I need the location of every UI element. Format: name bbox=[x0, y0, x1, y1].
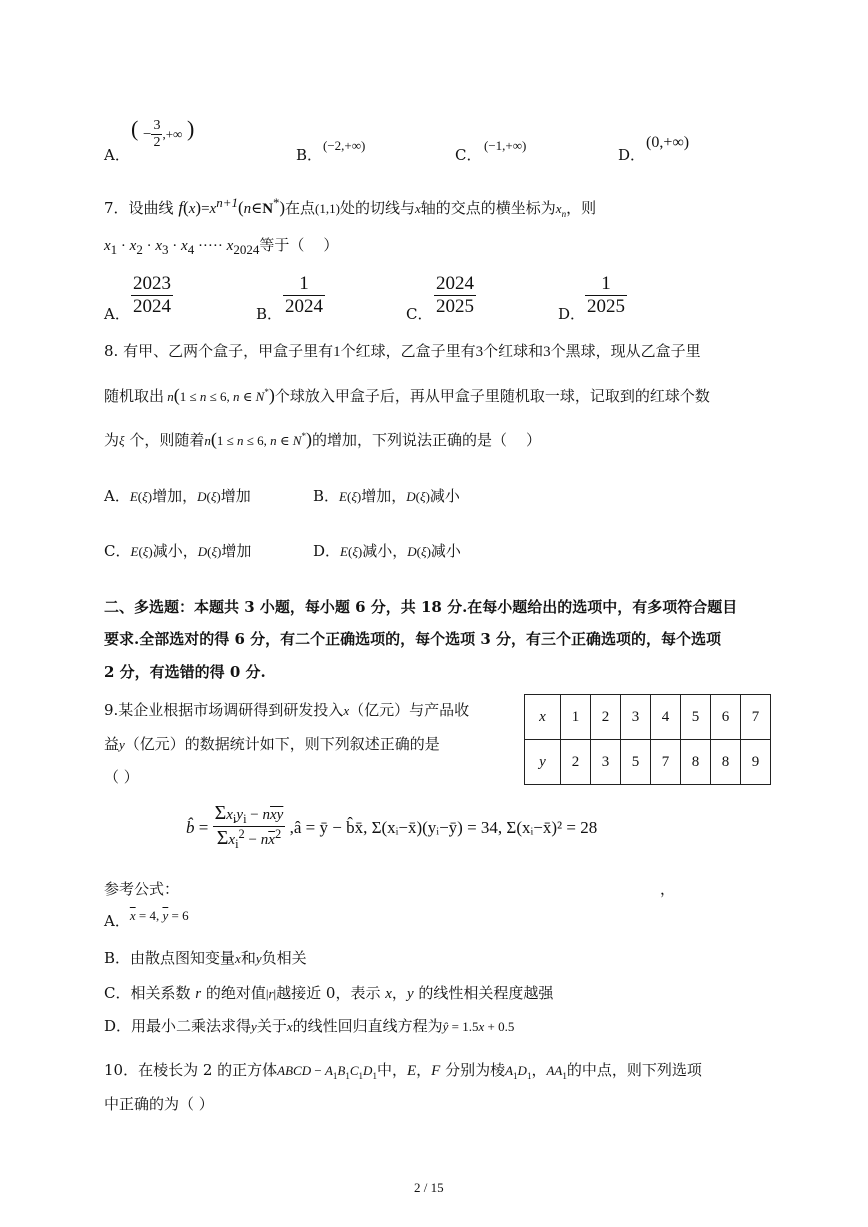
q6-option-a bbox=[104, 116, 195, 165]
q6-option-c bbox=[455, 144, 481, 165]
q8-option-d: D．E(ξ)减小，D(ξ)减小 bbox=[313, 542, 461, 560]
denominator: 2024 bbox=[285, 295, 323, 317]
numerator: 2024 bbox=[436, 273, 474, 294]
q9-line1: 9.某企业根据市场调研得到研发投入x（亿元）与产品收 bbox=[104, 701, 470, 719]
q8-option-b: B．E(ξ)增加，D(ξ)减小 bbox=[313, 487, 460, 505]
q7-option-c-fraction bbox=[434, 273, 476, 318]
option-label: C． bbox=[455, 146, 482, 164]
q9-option-b: B．由散点图知变量x和y负相关 bbox=[104, 949, 307, 967]
table-cell: 3 bbox=[591, 740, 621, 785]
table-cell: 7 bbox=[651, 740, 681, 785]
q8-line1: 8. 有甲、乙两个盒子，甲盒子里有1个红球，乙盒子里有3个红球和3个黑球，现从乙盒子里 bbox=[104, 342, 701, 360]
table-row-y bbox=[525, 740, 771, 785]
q7-option-b-fraction bbox=[283, 273, 325, 318]
q8-option-a: A．E(ξ)增加，D(ξ)增加 bbox=[104, 487, 251, 505]
q6-option-d bbox=[618, 144, 645, 165]
q8-line2: 随机取出 n(1 ≤ n ≤ 6, n ∈ N*)个球放入甲盒子后，再从甲盒子里随机取一球，记取到的红球个数 bbox=[104, 385, 710, 405]
table-cell: 4 bbox=[651, 695, 681, 740]
q9-formula: b̂ = $\frac{\Sigma x_iy_i - n\overline{xy}}{\Sigma x_i^2 - n\overline{x}^2}$ ,â = ȳ − b̂x̄, Σ(xᵢ−x̄)(yᵢ−ȳ) = 34, Σ(xᵢ−x̄)² = 28 bbox=[186, 802, 598, 852]
numerator: 1 bbox=[585, 273, 627, 296]
table-cell: 5 bbox=[621, 740, 651, 785]
q9-data-table bbox=[524, 694, 771, 785]
formula-tail: ,â = ȳ − b̂x̄, Σ(xᵢ−x̄)(yᵢ−ȳ) = 34, Σ(xᵢ−x̄)² = 28 bbox=[289, 817, 598, 837]
q7-option-a-fraction bbox=[131, 273, 173, 318]
option-label: A． bbox=[104, 146, 130, 164]
q7-line2: $x_1 \cdot x_2 \cdot x_3 \cdot x_4$ ····· $x_{2024}$等于（ ） bbox=[104, 236, 339, 257]
q6-a-value: − $\frac{3}{2}$ ,+∞ bbox=[143, 118, 183, 151]
option-label: D． bbox=[618, 146, 646, 164]
q7-option-c-label: C． bbox=[406, 305, 433, 323]
q9-option-a: A．$\overline{x} = 4$, $\overline{y} = 6$ bbox=[104, 908, 189, 930]
q9-line2: 益y（亿元）的数据统计如下，则下列叙述正确的是 bbox=[104, 735, 440, 753]
q6-c-value: (−1,+∞) bbox=[484, 138, 527, 153]
q6-option-b bbox=[296, 144, 322, 165]
q9-line3: （ ） bbox=[104, 768, 139, 786]
q8-line3: 为ξ 个，则随着n(1 ≤ n ≤ 6, n ∈ N*)的增加，下列说法正确的是（ ） bbox=[104, 429, 542, 449]
numerator: 2023 bbox=[133, 273, 171, 294]
option-label: B． bbox=[296, 146, 323, 164]
table-cell: 7 bbox=[741, 695, 771, 740]
q9-option-c: C．相关系数 r 的绝对值|r|越接近 0，表示 x，y 的线性相关程度越强 bbox=[104, 984, 554, 1002]
page-number: 2 / 15 bbox=[414, 1180, 444, 1195]
section2-line2: 要求.全部选对的得 6 分，有二个正确选项的，每个选项 3 分，有三个正确选项的，每个选项 bbox=[104, 630, 721, 648]
q6-d-value: (0,+∞) bbox=[646, 134, 690, 151]
paren-right: ) bbox=[187, 116, 195, 141]
denominator: 2025 bbox=[587, 295, 625, 317]
table-cell: 8 bbox=[711, 740, 741, 785]
q10-line2: 中正确的为（ ） bbox=[104, 1095, 214, 1113]
table-cell: 8 bbox=[681, 740, 711, 785]
q10-line1: 10．在棱长为 2 的正方体ABCD − $A_1B_1C_1D_1$中，E，F 分别为棱$A_1D_1$，$AA_1$的中点，则下列选项 bbox=[104, 1061, 702, 1081]
q9-trailing-comma: ， bbox=[660, 880, 676, 898]
table-header-x: x bbox=[525, 695, 561, 740]
table-cell: 3 bbox=[621, 695, 651, 740]
table-cell: 2 bbox=[591, 695, 621, 740]
q9-option-d: D．用最小二乘法求得y关于x的线性回归直线方程为ŷ = 1.5x + 0.5 bbox=[104, 1017, 515, 1035]
b-hat-fraction: $\frac{\Sigma x_iy_i - n\overline{xy}}{\Sigma x_i^2 - n\overline{x}^2}$ bbox=[214, 802, 284, 852]
paren-left: ( bbox=[131, 116, 139, 141]
table-cell: 6 bbox=[711, 695, 741, 740]
q7-line1: 7．设曲线 $f(x)=x^{n+1}(n\in N^*)$在点(1,1)处的切线与x轴的交点的横坐标为$x_n$，则 bbox=[104, 195, 597, 219]
q6-b-value: (−2,+∞) bbox=[323, 138, 366, 153]
q8-option-c: C．E(ξ)减小，D(ξ)增加 bbox=[104, 542, 252, 560]
table-cell: 5 bbox=[681, 695, 711, 740]
q7-option-a-label: A． bbox=[104, 305, 130, 323]
q9-formula-label: 参考公式： bbox=[104, 880, 180, 898]
section2-line3: 2 分，有选错的得 0 分. bbox=[104, 663, 266, 681]
denominator: 2025 bbox=[436, 295, 474, 317]
q7-option-d-fraction bbox=[585, 273, 627, 318]
q7-option-b-label: B． bbox=[256, 305, 283, 323]
table-cell: 1 bbox=[561, 695, 591, 740]
table-row-x bbox=[525, 695, 771, 740]
table-cell: 9 bbox=[741, 740, 771, 785]
section2-line1: 二、多选题：本题共 3 小题，每小题 6 分，共 18 分.在每小题给出的选项中，有多项符合题目 bbox=[104, 598, 738, 616]
table-header-y: y bbox=[525, 740, 561, 785]
q7-option-d-label: D． bbox=[558, 305, 586, 323]
table-cell: 2 bbox=[561, 740, 591, 785]
denominator: 2024 bbox=[133, 295, 171, 317]
numerator: 1 bbox=[283, 273, 325, 296]
